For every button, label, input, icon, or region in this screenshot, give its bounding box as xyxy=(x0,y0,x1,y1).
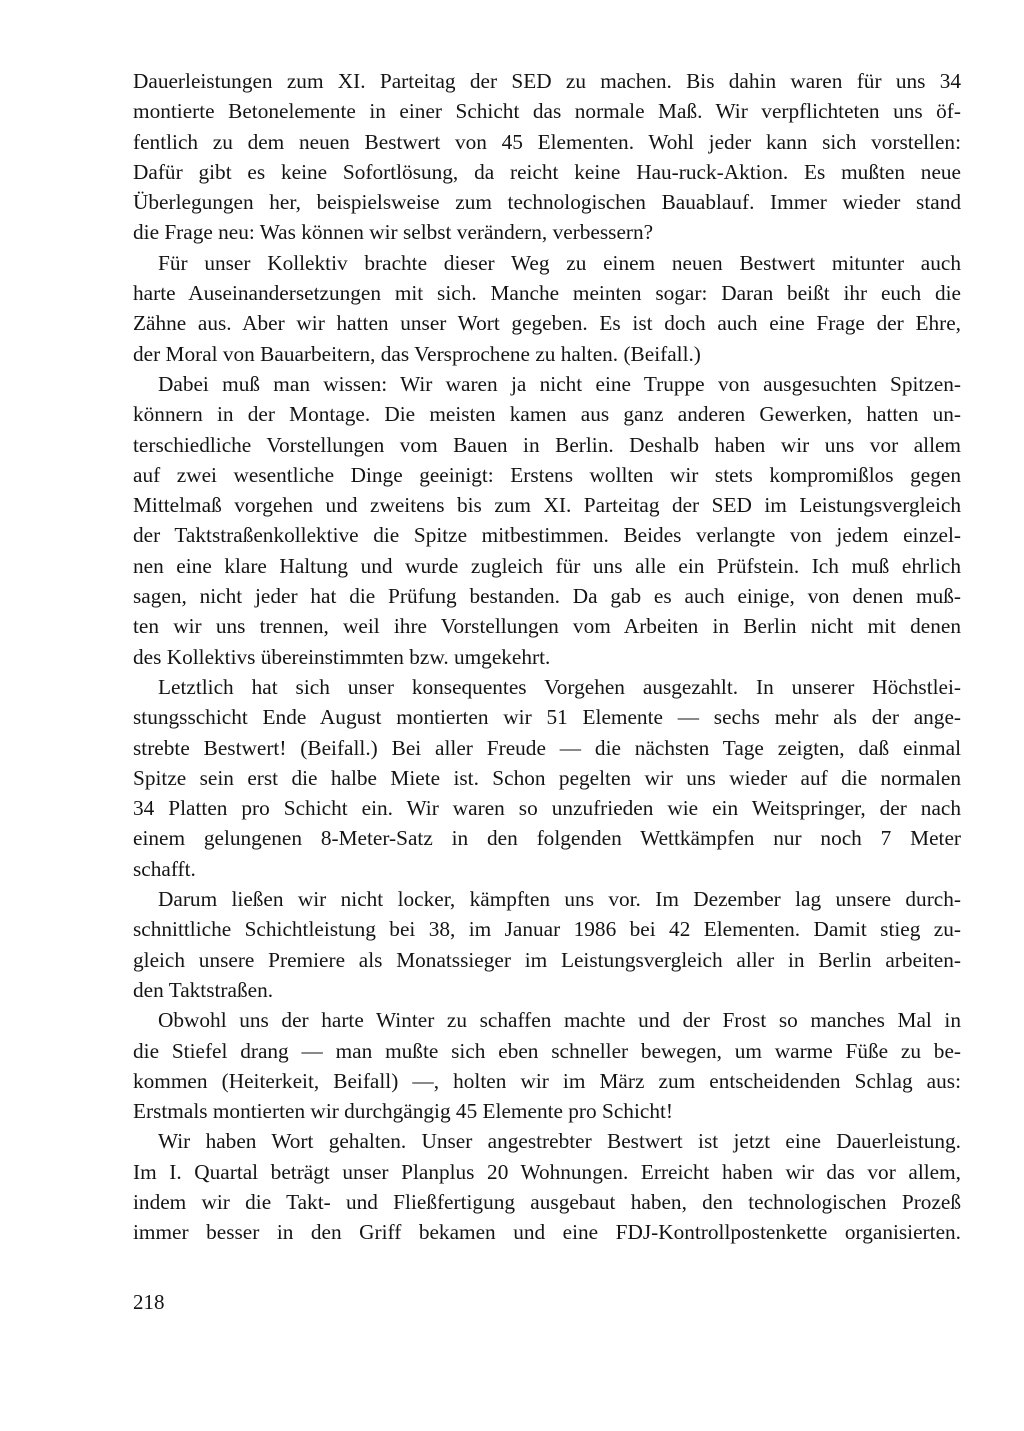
page-number: 218 xyxy=(133,1290,165,1314)
text-line: der Taktstraßenkollektive die Spitze mitbestimmen. Beides verlangte von jedem einzel- xyxy=(133,523,961,548)
text-line: die Stiefel drang — man mußte sich eben schneller bewegen, um warme Füße zu be- xyxy=(133,1038,961,1063)
text-line: Spitze sein erst die halbe Miete ist. Schon pegelten wir uns wieder auf die normalen xyxy=(133,765,961,790)
text-line: der Moral von Bauarbeitern, das Versprochene zu halten. (Beifall.) xyxy=(133,341,701,366)
text-line: Wir haben Wort gehalten. Unser angestrebter Bestwert ist jetzt eine Dauerleistung. xyxy=(158,1129,961,1154)
text-line: gleich unsere Premiere als Monatssieger im Leistungsvergleich aller in Berlin arbeiten- xyxy=(133,947,961,972)
text-line: fentlich zu dem neuen Bestwert von 45 Elementen. Wohl jeder kann sich vorstellen: xyxy=(133,129,961,154)
text-line: einem gelungenen 8-Meter-Satz in den folgenden Wettkämpfen nur noch 7 Meter xyxy=(133,826,961,851)
text-line: terschiedliche Vorstellungen vom Bauen in Berlin. Deshalb haben wir uns vor allem xyxy=(133,432,961,457)
text-line: Für unser Kollektiv brachte dieser Weg zu einem neuen Bestwert mitunter auch xyxy=(158,250,961,275)
text-line: Im I. Quartal beträgt unser Planplus 20 Wohnungen. Erreicht haben wir das vor allem, xyxy=(133,1159,961,1184)
text-line: Dafür gibt es keine Sofortlösung, da reicht keine Hau-ruck-Aktion. Es mußten neue xyxy=(133,159,961,184)
text-line: nen eine klare Haltung und wurde zugleich für uns alle ein Prüfstein. Ich muß ehrlich xyxy=(133,553,961,578)
body-text xyxy=(133,66,961,1248)
text-line: Obwohl uns der harte Winter zu schaffen machte und der Frost so manches Mal in xyxy=(158,1008,961,1033)
text-line: Überlegungen her, beispielsweise zum technologischen Bauablauf. Immer wieder stand xyxy=(133,190,961,215)
text-line: den Taktstraßen. xyxy=(133,977,274,1002)
text-line: strebte Bestwert! (Beifall.) Bei aller Freude — die nächsten Tage zeigten, daß einmal xyxy=(133,735,961,760)
text-line: die Frage neu: Was können wir selbst verändern, verbessern? xyxy=(133,220,654,245)
text-line: Erstmals montierten wir durchgängig 45 Elemente pro Schicht! xyxy=(133,1099,673,1124)
text-line: stungsschicht Ende August montierten wir 51 Elemente — sechs mehr als der ange- xyxy=(133,705,961,730)
text-line: montierte Betonelemente in einer Schicht das normale Maß. Wir verpflichteten uns öf- xyxy=(133,99,961,124)
text-line: kommen (Heiterkeit, Beifall) —, holten wir im März zum entscheidenden Schlag aus: xyxy=(133,1068,961,1093)
text-line: 34 Platten pro Schicht ein. Wir waren so unzufrieden wie ein Weitspringer, der nach xyxy=(133,796,961,821)
text-line: Darum ließen wir nicht locker, kämpften uns vor. Im Dezember lag unsere durch- xyxy=(158,887,961,912)
text-line: Letztlich hat sich unser konsequentes Vorgehen ausgezahlt. In unserer Höchstlei- xyxy=(158,674,961,699)
text-line: harte Auseinandersetzungen mit sich. Manche meinten sogar: Daran beißt ihr euch die xyxy=(133,281,961,306)
text-line: des Kollektivs übereinstimmten bzw. umgekehrt. xyxy=(133,644,551,669)
text-line: indem wir die Takt- und Fließfertigung ausgebaut haben, den technologischen Prozeß xyxy=(133,1189,961,1214)
text-line: könnern in der Montage. Die meisten kamen aus ganz anderen Gewerken, hatten un- xyxy=(133,402,961,427)
text-line: sagen, nicht jeder hat die Prüfung bestanden. Da gab es auch einige, von denen muß- xyxy=(133,584,961,609)
text-line: Dabei muß man wissen: Wir waren ja nicht eine Truppe von ausgesuchten Spitzen- xyxy=(158,371,961,396)
text-line: Zähne aus. Aber wir hatten unser Wort gegeben. Es ist doch auch eine Frage der Ehre, xyxy=(133,311,961,336)
text-line: Dauerleistungen zum XI. Parteitag der SED zu machen. Bis dahin waren für uns 34 xyxy=(133,69,961,93)
text-line: schafft. xyxy=(133,856,196,881)
text-line: Mittelmaß vorgehen und zweitens bis zum XI. Parteitag der SED im Leistungsvergleich xyxy=(133,493,961,518)
text-line: immer besser in den Griff bekamen und eine FDJ-Kontrollpostenkette organisierten. xyxy=(133,1220,961,1245)
text-line: ten wir uns trennen, weil ihre Vorstellungen vom Arbeiten in Berlin nicht mit denen xyxy=(133,614,961,639)
text-line: auf zwei wesentliche Dinge geeinigt: Erstens wollten wir stets kompromißlos gegen xyxy=(133,462,961,487)
text-line: schnittliche Schichtleistung bei 38, im Januar 1986 bei 42 Elementen. Damit stieg zu- xyxy=(133,917,961,942)
